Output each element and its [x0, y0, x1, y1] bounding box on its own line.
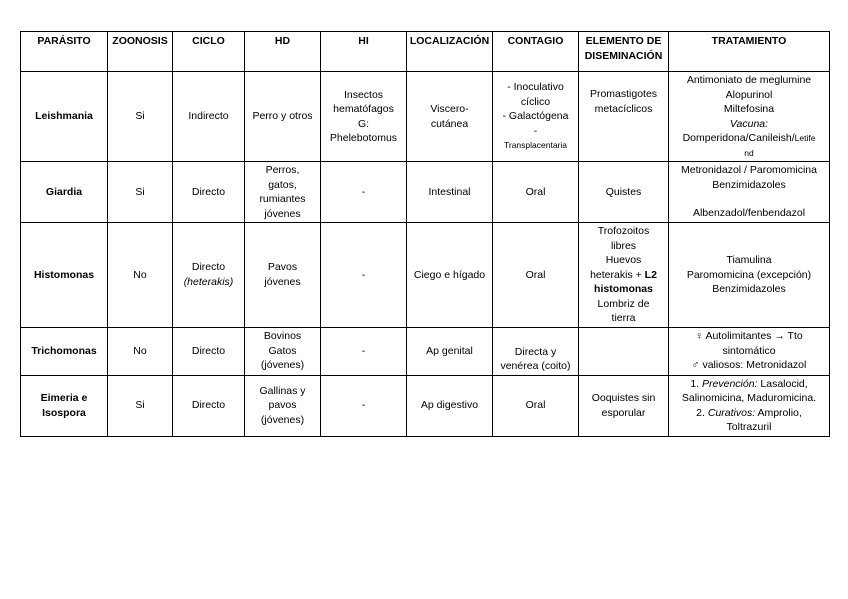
- table-row: [21, 223, 830, 328]
- cell-tratamiento: 1. Prevención: Lasalocid, Salinomicina, Maduromicina. 2. Curativos: Amprolio, Toltrazuril: [669, 375, 830, 436]
- cell-ciclo: Directo: [173, 162, 245, 223]
- cell-hi: -: [321, 223, 407, 328]
- cell-hi: -: [321, 375, 407, 436]
- cell-elemento: Quistes: [579, 162, 669, 223]
- cell-localizacion: Ap digestivo: [407, 375, 493, 436]
- cell-localizacion: Viscero- cutánea: [407, 72, 493, 162]
- cell-zoonosis: Si: [108, 375, 173, 436]
- cell-hd: Pavos jóvenes: [245, 223, 321, 328]
- table-row: [21, 375, 830, 436]
- cell-hi: Insectos hematófagos G: Phelebotomus: [321, 72, 407, 162]
- cell-localizacion: Intestinal: [407, 162, 493, 223]
- cell-elemento: Trofozoitos libres Huevos heterakis + L2 histomonas Lombriz de tierra: [579, 223, 669, 328]
- cell-parasito: Eimeria e Isospora: [21, 375, 108, 436]
- header-parasito: PARÁSITO: [21, 32, 108, 72]
- cell-tratamiento: Antimoniato de meglumine Alopurinol Miltefosina Vacuna: Domperidona/Canileish/Letife nd: [669, 72, 830, 162]
- header-localizacion: LOCALIZACIÓN: [407, 32, 493, 72]
- cell-hd: Perro y otros: [245, 72, 321, 162]
- cell-parasito: Trichomonas: [21, 327, 108, 375]
- cell-hi: -: [321, 162, 407, 223]
- cell-tratamiento: ♀ Autolimitantes → Tto sintomático ♂ valiosos: Metronidazol: [669, 327, 830, 375]
- cell-localizacion: Ciego e hígado: [407, 223, 493, 328]
- table-row: [21, 327, 830, 375]
- cell-contagio: Oral: [493, 162, 579, 223]
- header-tratamiento: TRATAMIENTO: [669, 32, 830, 72]
- cell-parasito: Giardia: [21, 162, 108, 223]
- cell-zoonosis: No: [108, 223, 173, 328]
- cell-parasito: Histomonas: [21, 223, 108, 328]
- header-contagio: CONTAGIO: [493, 32, 579, 72]
- cell-ciclo: Indirecto: [173, 72, 245, 162]
- cell-hd: Gallinas y pavos (jóvenes): [245, 375, 321, 436]
- cell-localizacion: Ap genital: [407, 327, 493, 375]
- cell-parasito: Leishmania: [21, 72, 108, 162]
- cell-contagio: Directa y venérea (coito): [493, 327, 579, 375]
- cell-tratamiento: Tiamulina Paromomicina (excepción) Benzimidazoles: [669, 223, 830, 328]
- cell-zoonosis: Si: [108, 162, 173, 223]
- cell-tratamiento: Metronidazol / Paromomicina Benzimidazoles Albenzadol/fenbendazol: [669, 162, 830, 223]
- cell-hi: -: [321, 327, 407, 375]
- table-row: [21, 72, 830, 162]
- cell-hd: Perros, gatos, rumiantes jóvenes: [245, 162, 321, 223]
- header-row: [21, 32, 830, 72]
- parasite-table: [20, 31, 830, 437]
- cell-ciclo: Directo: [173, 327, 245, 375]
- header-zoonosis: ZOONOSIS: [108, 32, 173, 72]
- header-elemento: ELEMENTO DE DISEMINACIÓN: [579, 32, 669, 72]
- cell-hd: Bovinos Gatos (jóvenes): [245, 327, 321, 375]
- cell-ciclo: Directo (heterakis): [173, 223, 245, 328]
- cell-elemento: Ooquistes sin esporular: [579, 375, 669, 436]
- cell-ciclo: Directo: [173, 375, 245, 436]
- cell-contagio: Oral: [493, 223, 579, 328]
- cell-contagio: Oral: [493, 375, 579, 436]
- cell-elemento: [579, 327, 669, 375]
- header-hi: HI: [321, 32, 407, 72]
- cell-contagio: - Inoculativo cíclico - Galactógena - Transplacentaria: [493, 72, 579, 162]
- cell-zoonosis: No: [108, 327, 173, 375]
- cell-zoonosis: Si: [108, 72, 173, 162]
- header-hd: HD: [245, 32, 321, 72]
- header-ciclo: CICLO: [173, 32, 245, 72]
- table-row: [21, 162, 830, 223]
- cell-elemento: Promastigotes metacíclicos: [579, 72, 669, 162]
